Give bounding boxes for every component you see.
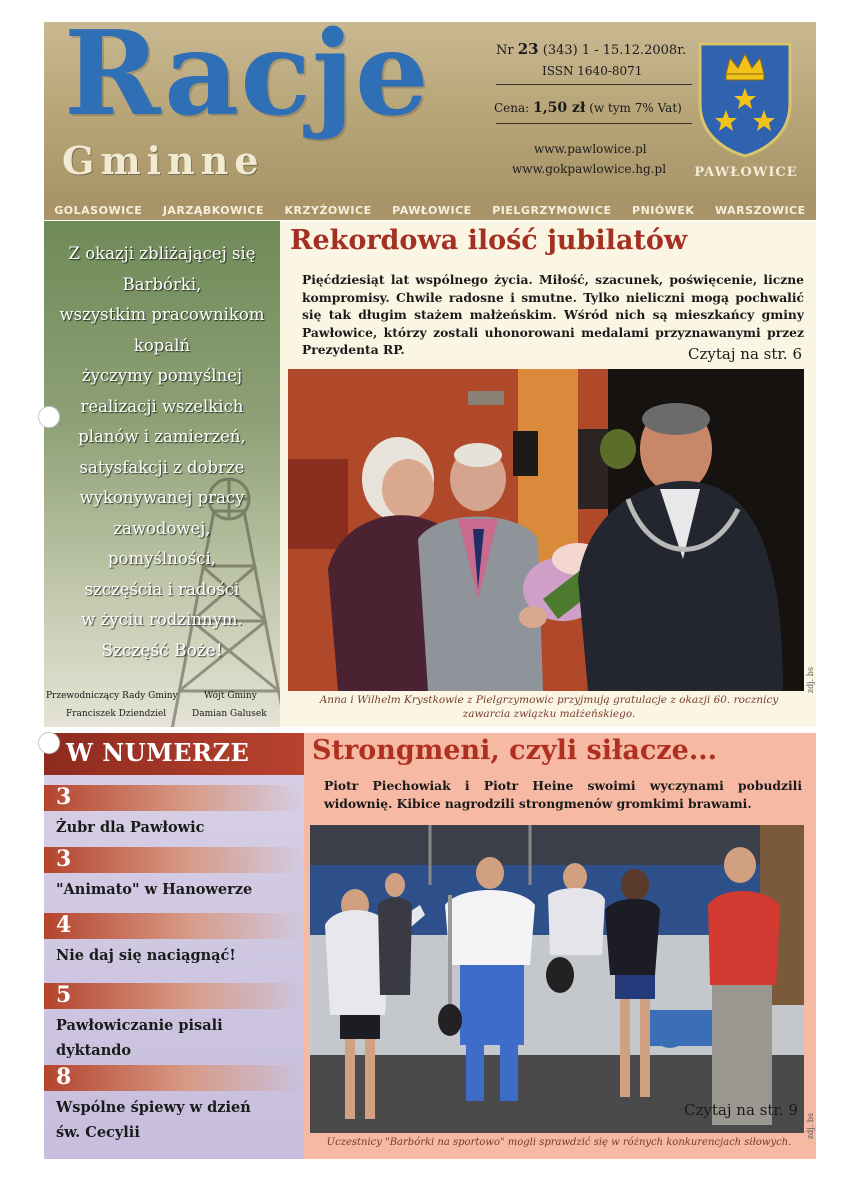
contents-item-title: "Animato" w Hanowerze (56, 881, 253, 898)
issn: ISSN 1640-8071 (542, 64, 643, 78)
article-lead: Piotr Piechowiak i Piotr Heine swoimi wyczynami pobudzili widownię. Kibice nagrodzili strongmenów gromkimi brawami. (324, 778, 802, 811)
price-label: Cena: (494, 101, 530, 115)
village-name: GOLASOWICE (54, 203, 143, 217)
masthead (44, 6, 816, 200)
in-this-issue-box (44, 733, 304, 1159)
contents-page-number: 3 (56, 784, 72, 810)
greeting-line: szczęścia i radości (84, 579, 240, 599)
greeting-line: kopalń (133, 335, 191, 355)
greeting-line: pomyślności, (108, 549, 216, 568)
contents-page-number: 8 (56, 1064, 72, 1090)
greeting-line: życzymy pomyślnej (81, 366, 243, 385)
contents-item[interactable] (44, 1065, 304, 1145)
article-lead: Pięćdziesiąt lat wspólnego życia. Miłość, szacunek, poświęcenie, liczne kompromisy. Chwile radosne i smutne. Tylko nieliczni mogą pochwalić się tak długim stażem małżeńskim. Wśród nich są mieszkańcy gminy Pawłowice, którzy zostali uhonorowani medalami przyznawanymi przez Prezydenta RP. (302, 272, 804, 357)
article-headline[interactable]: Rekordowa ilość jubilatów (290, 225, 688, 256)
contents-page-number: 5 (56, 982, 72, 1008)
greeting-sign-off: Szczęść Boże! (101, 641, 223, 661)
issue-line (496, 40, 686, 58)
photo-caption: Anna i Wilhelm Krystkowie z Pielgrzymowic przyjmują gratulacje z okazji 60. rocznicy zawarcia związku małżeńskiego. (319, 694, 779, 720)
greeting-line: Barbórki, (122, 274, 202, 294)
greeting-box (44, 221, 280, 727)
village-name: WARSZOWICE (714, 203, 806, 217)
contents-page-number: 4 (56, 912, 72, 938)
newspaper-title: Racje (64, 6, 430, 142)
coat-of-arms-icon (696, 40, 794, 158)
villages-bar (44, 200, 816, 220)
contents-item[interactable] (44, 983, 304, 1063)
issue-number: 23 (517, 40, 539, 58)
contents-item[interactable] (44, 785, 304, 840)
article-jubilees (280, 221, 816, 727)
greeting-line: satysfakcji z dobrze (79, 457, 245, 477)
village-name: PIELGRZYMOWICE (492, 203, 612, 217)
greeting-line: zawodowej, (113, 518, 211, 538)
contents-item-title: Pawłowiczanie pisali dyktando (56, 1017, 223, 1059)
article-photo (288, 369, 804, 691)
signer-role: Przewodniczący Rady Gminy (46, 691, 178, 701)
greeting-message (44, 239, 280, 636)
binder-hole (38, 732, 60, 754)
village-name: JARZĄBKOWICE (162, 203, 264, 217)
masthead-divider (496, 123, 692, 124)
price-line (494, 100, 682, 116)
signer-role: Wójt Gminy (204, 691, 257, 701)
village-name: PNIÓWEK (632, 203, 695, 217)
binder-hole (38, 406, 60, 428)
price-note: (w tym 7% Vat) (589, 101, 682, 115)
read-more-link[interactable]: Czytaj na str. 6 (688, 345, 802, 363)
price-value: 1,50 zł (533, 100, 586, 116)
greeting-line: Z okazji zbliżającej się (68, 244, 256, 263)
town-label: PAWŁOWICE (694, 165, 798, 180)
article-headline[interactable]: Strongmeni, czyli siłacze... (312, 735, 718, 766)
contents-page-bar (44, 785, 304, 811)
photo-credit: zdj. bs (806, 1113, 815, 1140)
contents-item-title: Żubr dla Pawłowic (56, 819, 205, 836)
contents-page-bar (44, 847, 304, 873)
greeting-line: realizacji wszelkich (80, 396, 244, 416)
website-link[interactable]: www.pawlowice.pl (534, 142, 647, 156)
contents-page-bar (44, 913, 304, 939)
contents-item-title: Wspólne śpiewy w dzień św. Cecylii (56, 1099, 251, 1141)
contents-header (44, 733, 304, 775)
read-more-link[interactable]: Czytaj na str. 9 (684, 1101, 798, 1119)
contents-item[interactable] (44, 847, 304, 902)
greeting-line: w życiu rodzinnym. (81, 610, 243, 629)
greeting-line: wykonywanej pracy (79, 488, 245, 507)
signer-name: Damian Galusek (192, 709, 267, 719)
greeting-line: planów i zamierzeń, (78, 427, 246, 446)
website-link[interactable]: www.gokpawlowice.hg.pl (512, 162, 667, 176)
village-name: KRZYŻOWICE (284, 203, 372, 217)
article-strongmen (304, 733, 816, 1159)
issue-details: (343) 1 - 15.12.2008r. (542, 43, 687, 58)
contents-item-title: Nie daj się naciągnąć! (56, 947, 236, 964)
signer-name: Franciszek Dziendziel (66, 709, 167, 719)
contents-heading: W NUMERZE (66, 738, 250, 767)
greeting-line: wszystkim pracownikom (59, 305, 265, 324)
contents-item[interactable] (44, 913, 304, 968)
photo-credit: zdj. bs (806, 667, 815, 694)
newspaper-subtitle: Gminne (62, 138, 265, 183)
photo-caption: Uczestnicy "Barbórki na sportowo" mogli sprawdzić się w różnych konkurencjach siłowych. (326, 1137, 792, 1148)
issue-prefix: Nr (496, 43, 514, 58)
masthead-divider (496, 84, 692, 85)
contents-page-number: 3 (56, 846, 72, 872)
article-photo (310, 825, 804, 1133)
village-name: PAWŁOWICE (392, 203, 472, 217)
contents-page-bar (44, 1065, 304, 1091)
contents-page-bar (44, 983, 304, 1009)
